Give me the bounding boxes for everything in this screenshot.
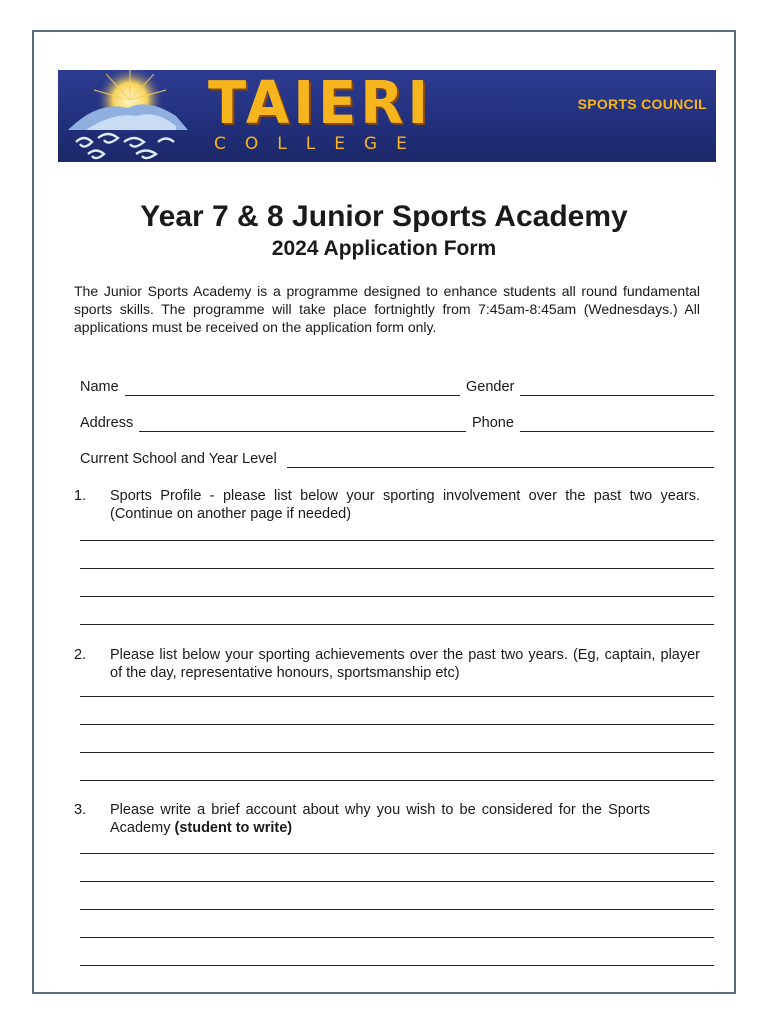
intro-paragraph: The Junior Sports Academy is a programme designed to enhance students all round fundamental sports skills. The programme will take place fortnightly from 7:45am-8:45am (Wednesdays.) All applications must be received on the application form only. — [74, 283, 700, 335]
answer-line[interactable] — [80, 937, 714, 938]
form-subtitle: 2024 Application Form — [271, 237, 497, 260]
address-input-line[interactable] — [139, 417, 466, 432]
question-3-body: Please write a brief account about why you wish to be considered for the Sports Academy — [110, 802, 650, 836]
school-label: Current School and Year Level — [80, 451, 277, 467]
sports-council-label: SPORTS COUNCIL — [577, 96, 707, 112]
question-1-text: Sports Profile - please list below your sporting involvement over the past two years. (Continue on another page if needed) — [110, 488, 700, 522]
answer-line[interactable] — [80, 540, 714, 541]
question-1 — [74, 487, 700, 523]
phone-input-line[interactable] — [520, 417, 714, 432]
address-field[interactable] — [80, 414, 466, 432]
answer-line[interactable] — [80, 853, 714, 854]
phone-label: Phone — [472, 415, 514, 431]
form-title: Year 7 & 8 Junior Sports Academy — [140, 200, 628, 233]
question-3 — [74, 801, 700, 837]
question-3-emphasis: (student to write) — [174, 820, 293, 836]
answer-line[interactable] — [80, 568, 714, 569]
school-field[interactable] — [80, 450, 714, 468]
form-page — [32, 30, 736, 994]
phone-field[interactable] — [472, 414, 714, 432]
answer-line[interactable] — [80, 752, 714, 753]
answer-line[interactable] — [80, 780, 714, 781]
mountain-sun-logo-icon — [58, 70, 208, 162]
brand-subtitle: COLLEGE — [214, 134, 426, 154]
question-2 — [74, 646, 700, 682]
gender-input-line[interactable] — [520, 381, 714, 396]
answer-line[interactable] — [80, 965, 714, 966]
question-3-text — [110, 801, 700, 837]
name-label: Name — [80, 379, 119, 395]
address-label: Address — [80, 415, 134, 431]
brand-wordmark: TAIERI — [208, 70, 433, 138]
name-field[interactable] — [80, 378, 460, 396]
school-input-line[interactable] — [287, 453, 714, 468]
answer-line[interactable] — [80, 724, 714, 725]
name-input-line[interactable] — [125, 381, 460, 396]
gender-field[interactable] — [466, 378, 714, 396]
answer-line[interactable] — [80, 624, 714, 625]
answer-line[interactable] — [80, 909, 714, 910]
answer-line[interactable] — [80, 696, 714, 697]
college-banner — [58, 70, 716, 162]
answer-line[interactable] — [80, 881, 714, 882]
answer-line[interactable] — [80, 596, 714, 597]
question-2-text: Please list below your sporting achievements over the past two years. (Eg, captain, player of the day, representative honours, sportsmanship etc) — [110, 647, 700, 681]
question-3-number: 3. — [74, 802, 87, 818]
gender-label: Gender — [466, 379, 515, 395]
question-1-number: 1. — [74, 488, 87, 504]
question-2-number: 2. — [74, 647, 87, 663]
